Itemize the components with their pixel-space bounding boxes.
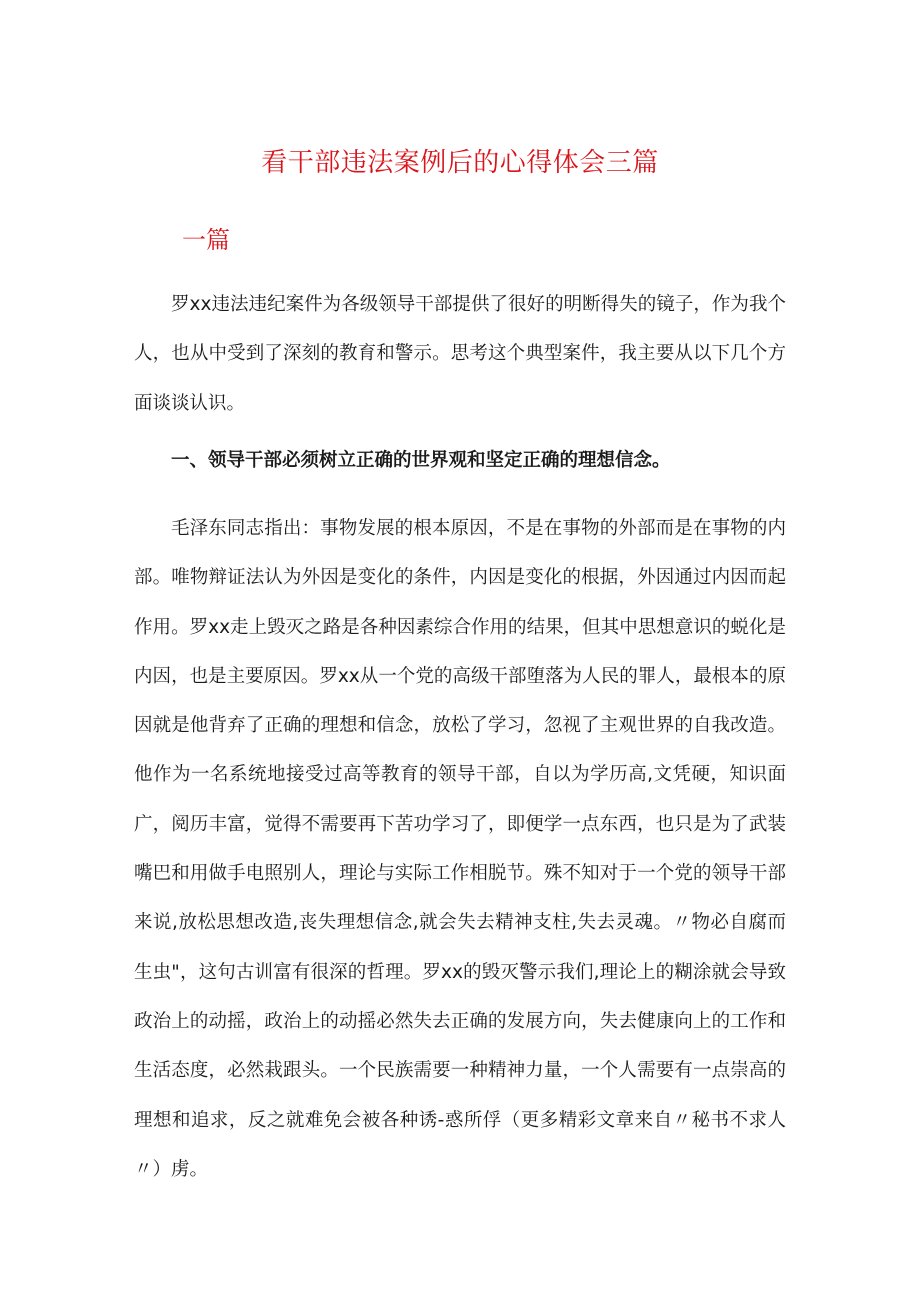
intro-paragraph: 罗xx违法违纪案件为各级领导干部提供了很好的明断得失的镜子，作为我个人，也从中受到了深刻的教育和警示。思考这个典型案件，我主要从以下几个方面谈谈认识。 [134,294,786,414]
body-paragraph: 毛泽东同志指出：事物发展的根本原因，不是在事物的外部而是在事物的内部。唯物辩证法认为外因是变化的条件，内因是变化的根据，外因通过内因而起作用。罗xx走上毁灭之路是各种因素综合作用的结果，但其中思想意识的蜕化是内因，也是主要原因。罗xx从一个党的高级干部堕落为人民的罪人，最根本的原因就是他背弃了正确的理想和信念，放松了学习，忽视了主观世界的自我改造。他作为一名系统地接受过高等教育的领导干部，自以为学历高,文凭硬，知识面广，阅历丰富，觉得不需要再下苦功学习了，即便学一点东西，也只是为了武装嘴巴和用做手电照别人，理论与实际工作相脱节。殊不知对于一个党的领导干部来说,放松思想改造,丧失理想信念,就会失去精神支柱,失去灵魂。〃物必自腐而生虫"，这句古训富有很深的哲理。罗xx的毁灭警示我们,理论上的糊涂就会导致政治上的动摇，政治上的动摇必然失去正确的发展方向，失去健康向上的工作和生活态度，必然栽跟头。一个民族需要一种精神力量，一个人需要有一点崇高的理想和追求，反之就难免会被各种诱-惑所俘（更多精彩文章来自〃秘书不求人〃）虏。 [134,518,786,1180]
section-heading: 一篇 [182,226,230,254]
document-title: 看干部违法案例后的心得体会三篇 [261,148,659,178]
sub-heading: 一、领导干部必须树立正确的世界观和坚定正确的理想信念。 [171,450,671,471]
